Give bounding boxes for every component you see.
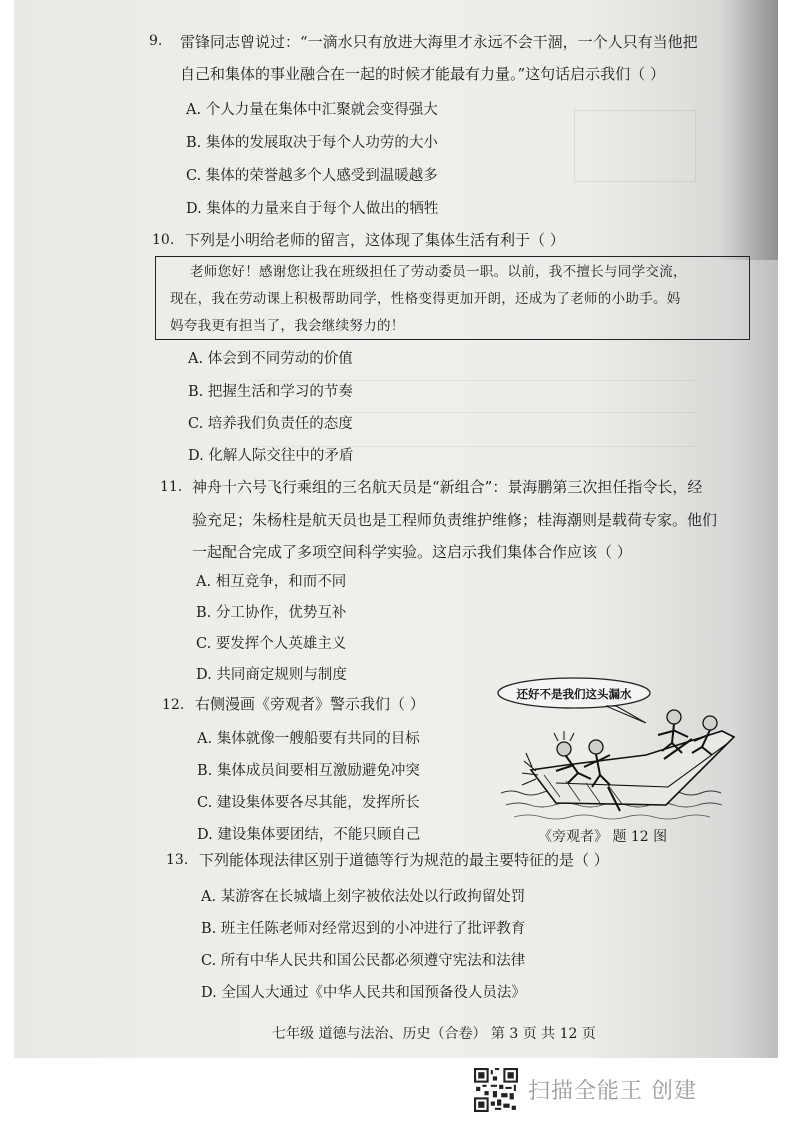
question-9-option-b: B. 集体的发展取决于每个人功劳的大小 — [186, 135, 438, 151]
question-13-option-a: A. 某游客在长城墙上刻字被依法处以行政拘留处罚 — [201, 889, 526, 905]
figure-head — [557, 742, 571, 756]
speech-bubble-tail — [606, 706, 646, 723]
bystander-comic-illustration — [496, 675, 746, 825]
question-12-option-a: A. 集体就像一艘船要有共同的目标 — [197, 731, 420, 747]
question-10-option-c: C. 培养我们负责任的态度 — [188, 416, 353, 432]
question-9-stem-line2: 自己和集体的事业融合在一起的时候才能最有力量。”这句话启示我们（ ） — [180, 65, 665, 83]
question-9-number: 9. — [149, 33, 163, 49]
bleed-through-box — [574, 110, 696, 182]
comic-caption: 《旁观者》 题 12 图 — [538, 829, 668, 845]
question-9-option-c: C. 集体的荣誉越多个人感受到温暖越多 — [186, 168, 438, 184]
watermark-text: 扫描全能王 创建 — [528, 1079, 697, 1104]
question-11-option-a: A. 相互竞争，和而不同 — [196, 574, 347, 590]
question-12-number: 12. — [162, 697, 185, 713]
question-11-number: 11. — [160, 479, 183, 495]
water-waves — [514, 815, 710, 819]
page-footer: 七年级 道德与法治、历史（合卷） 第 3 页 共 12 页 — [272, 1026, 596, 1042]
question-9-option-a: A. 个人力量在集体中汇聚就会变得强大 — [186, 102, 438, 118]
qr-code-icon — [474, 1068, 518, 1112]
question-13-option-c: C. 所有中华人民共和国公民都必须遵守宪法和法律 — [201, 953, 526, 969]
student-message-box — [155, 256, 750, 340]
question-13-option-d: D. 全国人大通过《中华人民共和国预备役人员法》 — [201, 985, 526, 1001]
question-9-option-d: D. 集体的力量来自于每个人做出的牺牲 — [186, 201, 439, 217]
question-10-option-a: A. 体会到不同劳动的价值 — [188, 351, 353, 367]
page-shadow — [718, 0, 778, 260]
question-13-stem: 下列能体现法律区别于道德等行为规范的最主要特征的是（ ） — [199, 851, 609, 869]
message-line: 老师您好！感谢您让我在班级担任了劳动委员一职。以前，我不擅长与同学交流， — [190, 264, 687, 280]
question-11-stem-line1: 神舟十六号飞行乘组的三名航天员是“新组合”：景海鹏第三次担任指令长，经 — [192, 478, 703, 496]
figure-head — [589, 740, 603, 754]
question-13-option-b: B. 班主任陈老师对经常迟到的小冲进行了批评教育 — [201, 921, 526, 937]
question-12-option-b: B. 集体成员间要相互激励避免冲突 — [197, 763, 420, 779]
figure-head — [703, 716, 717, 730]
message-line: 妈夸我更有担当了，我会继续努力的！ — [170, 318, 405, 334]
question-11-stem-line2: 验充足；朱杨柱是航天员也是工程师负责维护维修；桂海潮则是载荷专家。他们 — [192, 511, 718, 529]
question-11-stem-line3: 一起配合完成了多项空间科学实验。这启示我们集体合作应该（ ） — [192, 543, 632, 561]
question-10-number: 10. — [152, 232, 175, 248]
comic-speech-text: 还好不是我们这头漏水 — [516, 687, 632, 701]
message-line: 现在，我在劳动课上积极帮助同学，性格变得更加开朗，还成为了老师的小助手。妈 — [170, 291, 681, 307]
question-11-option-c: C. 要发挥个人英雄主义 — [196, 636, 347, 652]
alarm-lines — [554, 731, 574, 741]
question-10-option-d: D. 化解人际交往中的矛盾 — [188, 448, 354, 464]
question-13-number: 13. — [166, 852, 189, 868]
question-11-option-b: B. 分工协作，优势互补 — [196, 605, 347, 621]
question-10-stem: 下列是小明给老师的留言，这体现了集体生活有利于（ ） — [185, 231, 565, 249]
figure-head — [667, 710, 681, 724]
exam-paper-photo — [14, 0, 778, 1058]
question-12-option-d: D. 建设集体要团结，不能只顾自己 — [197, 827, 421, 843]
question-12-option-c: C. 建设集体要各尽其能，发挥所长 — [197, 795, 420, 811]
question-11-option-d: D. 共同商定规则与制度 — [196, 667, 347, 683]
scanner-watermark — [474, 1068, 734, 1112]
question-10-option-b: B. 把握生活和学习的节奏 — [188, 384, 353, 400]
question-12-stem: 右侧漫画《旁观者》警示我们（ ） — [195, 695, 425, 713]
question-9-stem-line1: 雷锋同志曾说过：“一滴水只有放进大海里才永远不会干涸，一个人只有当他把 — [180, 33, 698, 51]
